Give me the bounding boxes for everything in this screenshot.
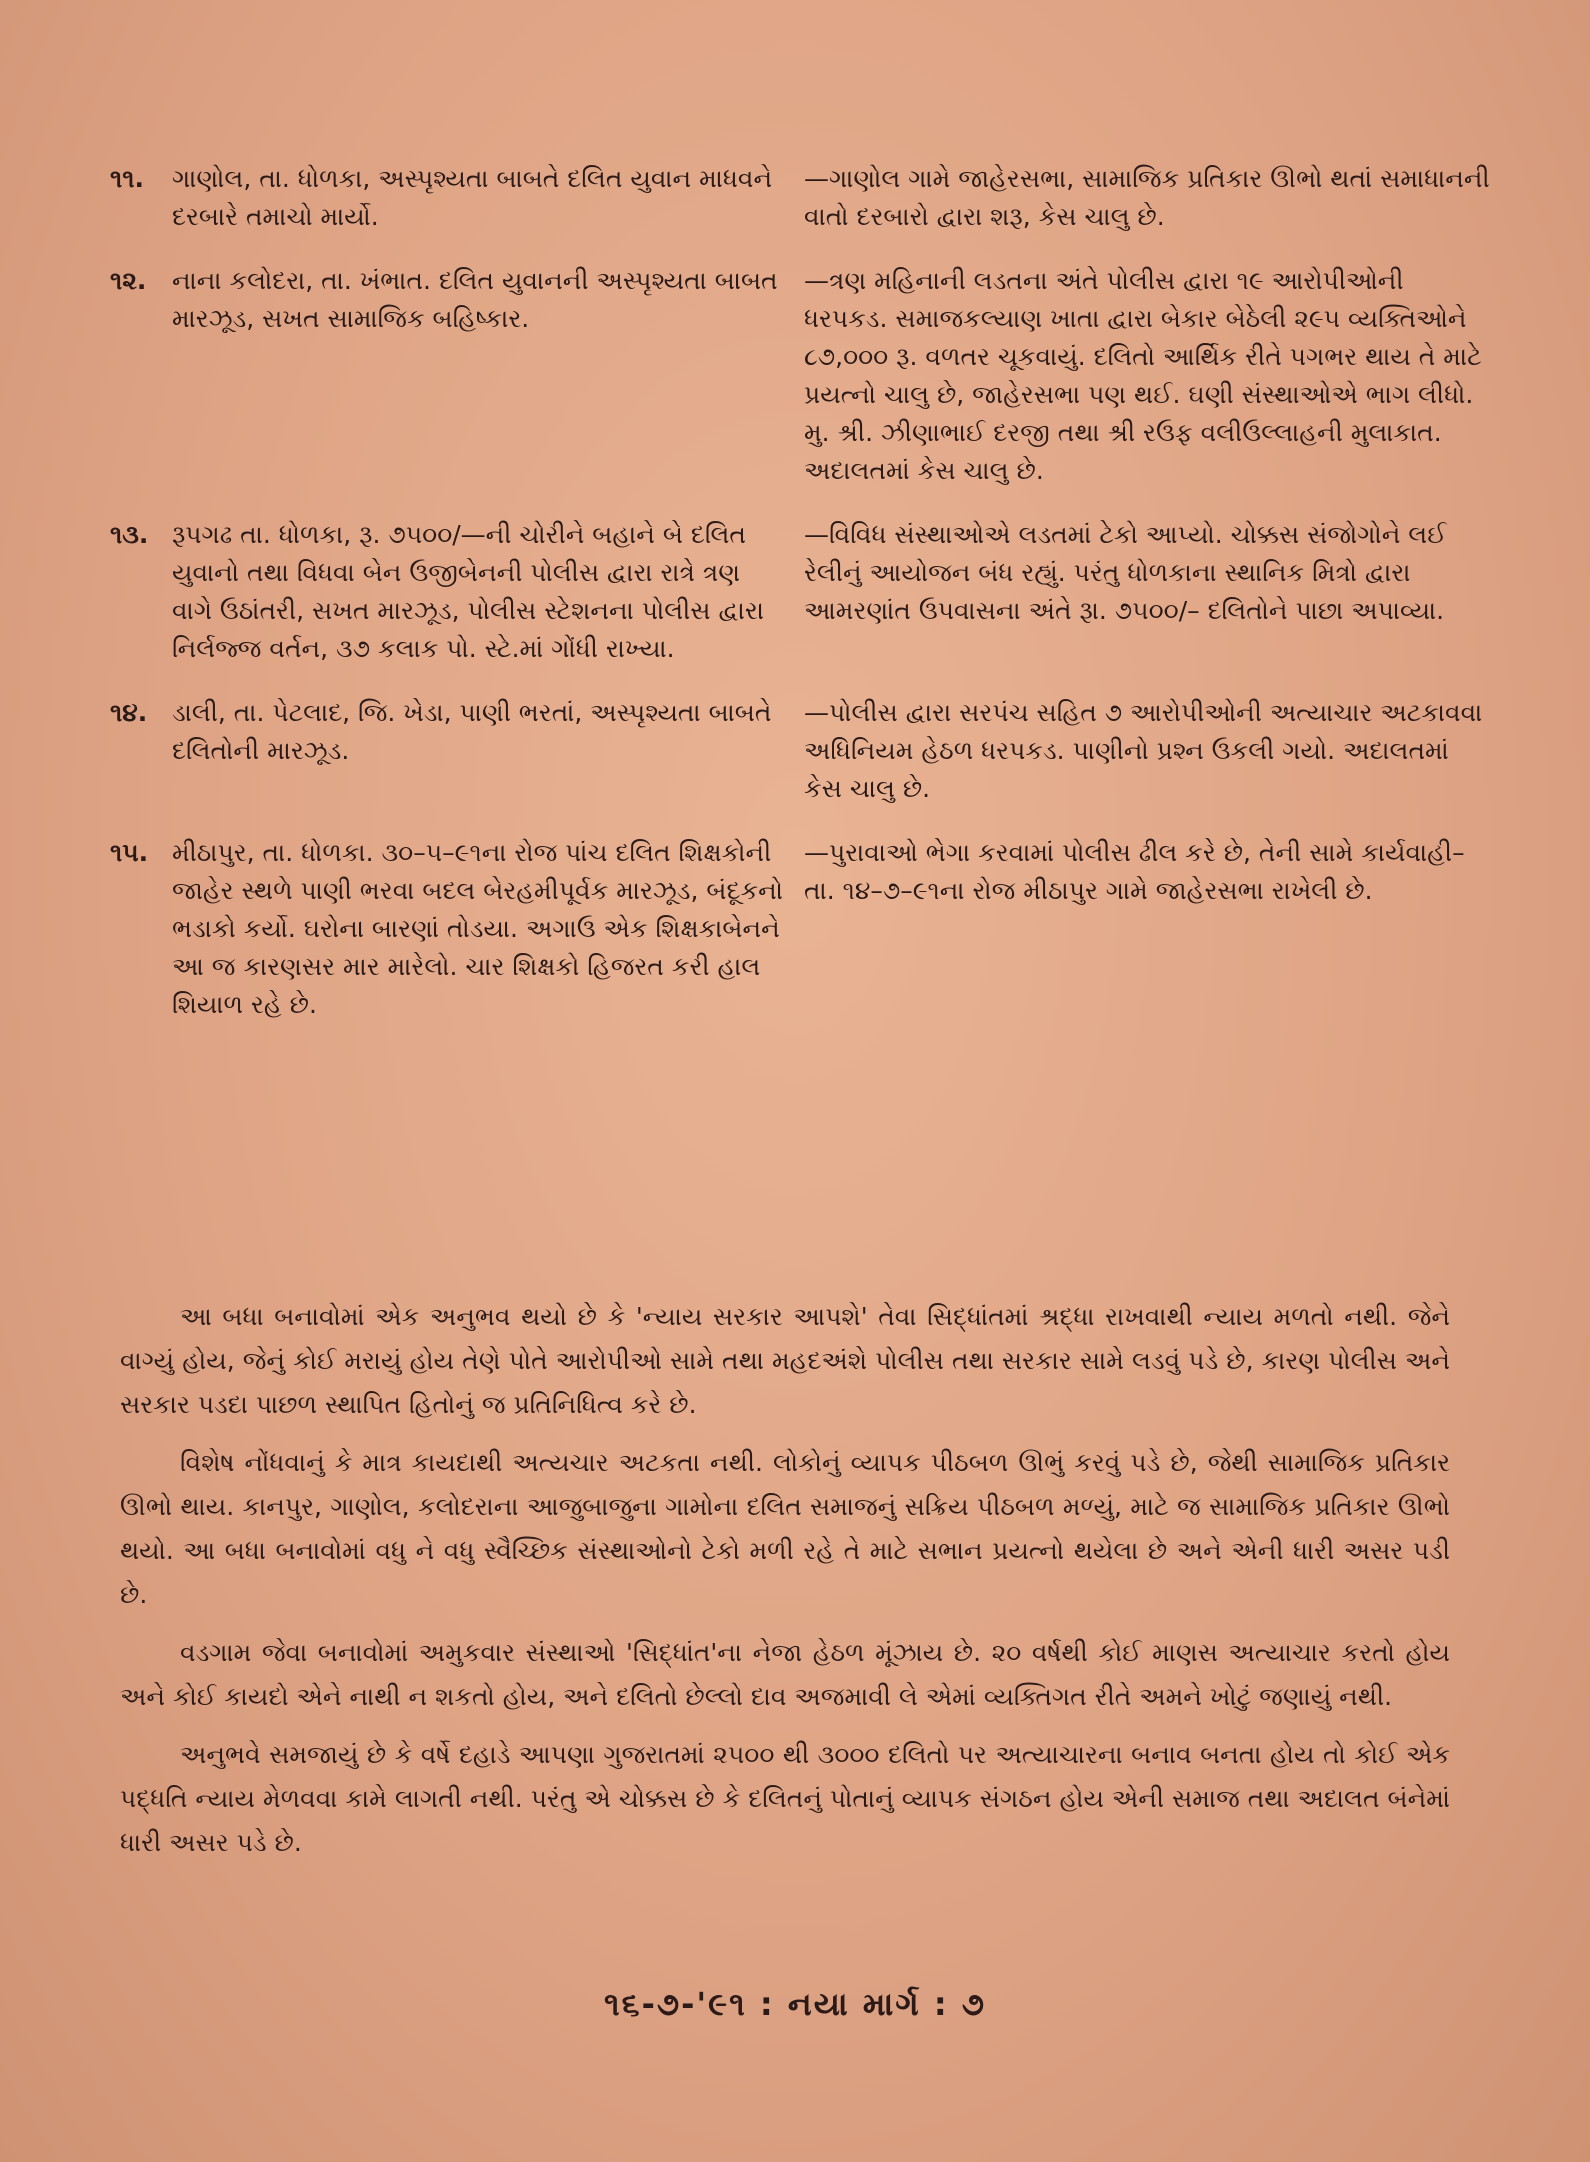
- paragraph: આ બધા બનાવોમાં એક અનુભવ થયો છે કે 'ન્યાય સરકાર આપશે' તેવા સિદ્ધાંતમાં શ્રદ્ધા રાખવાથી ન્યાય મળતો નથી. જેને વાગ્યું હોય, જેનું કોઈ મરાયું હોય તેણે પોતે આરોપીઓ સામે તથા મહદઅંશે પોલીસ તથા સરકાર સામે લડવું પડે છે, કારણ પોલીસ અને સરકાર પડદા પાછળ સ્થાપિત હિતોનું જ પ્રતિનિધિત્વ કરે છે.: [120, 1302, 1450, 1419]
- incident-description: ડાલી, તા. પેટલાદ, જિ. ખેડા, પાણી ભરતાં, અસ્પૃશ્યતા બાબતે દલિતોની મારઝૂડ.: [172, 698, 772, 765]
- body-text: [120, 1295, 1450, 1879]
- incident-description: મીઠાપુર, તા. ધોળકા. ૩૦–૫–૯૧ના રોજ પાંચ દલિત શિક્ષકોની જાહેર સ્થળે પાણી ભરવા બદલ બેરહમીપૂર્વક મારઝૂડ, બંદૂકનો ભડાકો કર્યો. ઘરોના બારણાં તોડયા. અગાઉ એક શિક્ષકાબેનને આ જ કારણસર માર મારેલો. ચાર શિક્ષકો હિજરત કરી હાલ શિયાળ રહે છે.: [172, 838, 783, 1019]
- incident-entry: [110, 694, 1510, 808]
- page-footer: ૧૬-૭-'૯૧ : નયા માર્ગ : ૭: [603, 1985, 987, 2023]
- incident-entry: [110, 262, 1510, 490]
- incident-response: —ત્રણ મહિનાની લડતના અંતે પોલીસ દ્વારા ૧૯ આરોપીઓની ધરપકડ. સમાજકલ્યાણ ખાતા દ્વારા બેકાર બેઠેલી ૨૯૫ વ્યક્તિઓને ૮૭,૦૦૦ રૂ. વળતર ચૂકવાયું. દલિતો આર્થિક રીતે પગભર થાય તે માટે પ્રયત્નો ચાલુ છે, જાહેરસભા પણ થઈ. ઘણી સંસ્થાઓએ ભાગ લીધો. મુ. શ્રી. ઝીણાભાઈ દરજી તથા શ્રી રઉફ વલીઉલ્લાહની મુલાકાત. અદાલતમાં કેસ ચાલુ છે.: [804, 266, 1482, 485]
- incident-description: રૂપગઢ તા. ધોળકા, રૂ. ૭૫૦૦/—ની ચોરીને બહાને બે દલિત યુવાનો તથા વિધવા બેન ઉજીબેનની પોલીસ દ્વારા રાત્રે ત્રણ વાગે ઉઠાંતરી, સખત મારઝૂડ, પોલીસ સ્ટેશનના પોલીસ દ્વારા નિર્લજ્જ વર્તન, ૩૭ કલાક પો. સ્ટે.માં ગોંધી રાખ્યા.: [172, 520, 764, 663]
- entry-number: ૧૧.: [110, 164, 144, 193]
- incident-entry: [110, 160, 1510, 236]
- entry-number: ૧૪.: [110, 698, 148, 727]
- incident-entry: [110, 516, 1510, 668]
- incident-response: —વિવિધ સંસ્થાઓએ લડતમાં ટેકો આપ્યો. ચોક્કસ સંજોગોને લઈ રેલીનું આયોજન બંધ રહ્યું. પરંતુ ધોળકાના સ્થાનિક મિત્રો દ્વારા આમરણાંત ઉપવાસના અંતે રૂા. ૭૫૦૦/– દલિતોને પાછા અપાવ્યા.: [804, 520, 1447, 625]
- paragraph: અનુભવે સમજાયું છે કે વર્ષે દહાડે આપણા ગુજરાતમાં ૨૫૦૦ થી ૩૦૦૦ દલિતો પર અત્યાચારના બનાવ બનતા હોય તો કોઈ એક પદ્ધતિ ન્યાય મેળવવા કામે લાગતી નથી. પરંતુ એ ચોક્કસ છે કે દલિતનું પોતાનું વ્યાપક સંગઠન હોય એની સમાજ તથા અદાલત બંનેમાં ધારી અસર પડે છે.: [120, 1740, 1450, 1857]
- paragraph: વડગામ જેવા બનાવોમાં અમુકવાર સંસ્થાઓ 'સિદ્ધાંત'ના નેજા હેઠળ મૂંઝાય છે. ૨૦ વર્ષથી કોઈ માણસ અત્યાચાર કરતો હોય અને કોઈ કાયદો એને નાથી ન શકતો હોય, અને દલિતો છેલ્લો દાવ અજમાવી લે એમાં વ્યક્તિગત રીતે અમને ખોટું જણાયું નથી.: [120, 1638, 1450, 1711]
- incident-response: —ગાણોલ ગામે જાહેરસભા, સામાજિક પ્રતિકાર ઊભો થતાં સમાધાનની વાતો દરબારો દ્વારા શરૂ, કેસ ચાલુ છે.: [804, 164, 1490, 231]
- entry-number: ૧૨.: [110, 266, 147, 295]
- incident-description: ગાણોલ, તા. ધોળકા, અસ્પૃશ્યતા બાબતે દલિત યુવાન માધવને દરબારે તમાચો માર્યો.: [172, 164, 773, 231]
- incident-response: —પોલીસ દ્વારા સરપંચ સહિત ૭ આરોપીઓની અત્યાચાર અટકાવવા અધિનિયમ હેઠળ ધરપકડ. પાણીનો પ્રશ્ન ઉકલી ગયો. અદાલતમાં કેસ ચાલુ છે.: [804, 698, 1483, 803]
- entry-number: ૧૫.: [110, 838, 149, 867]
- incident-entry: [110, 834, 1510, 1024]
- entry-number: ૧૩.: [110, 520, 149, 549]
- incident-description: નાના કલોદરા, તા. ખંભાત. દલિત યુવાનની અસ્પૃશ્યતા બાબત મારઝૂડ, સખત સામાજિક બહિષ્કાર.: [172, 266, 778, 333]
- paragraph: વિશેષ નોંધવાનું કે માત્ર કાયદાથી અત્યચાર અટકતા નથી. લોકોનું વ્યાપક પીઠબળ ઊભું કરવું પડે છે, જેથી સામાજિક પ્રતિકાર ઊભો થાય. કાનપુર, ગાણોલ, કલોદરાના આજુબાજુના ગામોના દલિત સમાજનું સક્રિય પીઠબળ મળ્યું, માટે જ સામાજિક પ્રતિકાર ઊભો થયો. આ બધા બનાવોમાં વધુ ને વધુ સ્વૈચ્છિક સંસ્થાઓનો ટેકો મળી રહે તે માટે સભાન પ્રયત્નો થયેલા છે અને એની ધારી અસર પડી છે.: [120, 1448, 1450, 1609]
- incident-list: [110, 160, 1510, 1050]
- incident-response: —પુરાવાઓ ભેગા કરવામાં પોલીસ ઢીલ કરે છે, તેની સામે કાર્યવાહી–તા. ૧૪–૭–૯૧ના રોજ મીઠાપુર ગામે જાહેરસભા રાખેલી છે.: [804, 838, 1465, 905]
